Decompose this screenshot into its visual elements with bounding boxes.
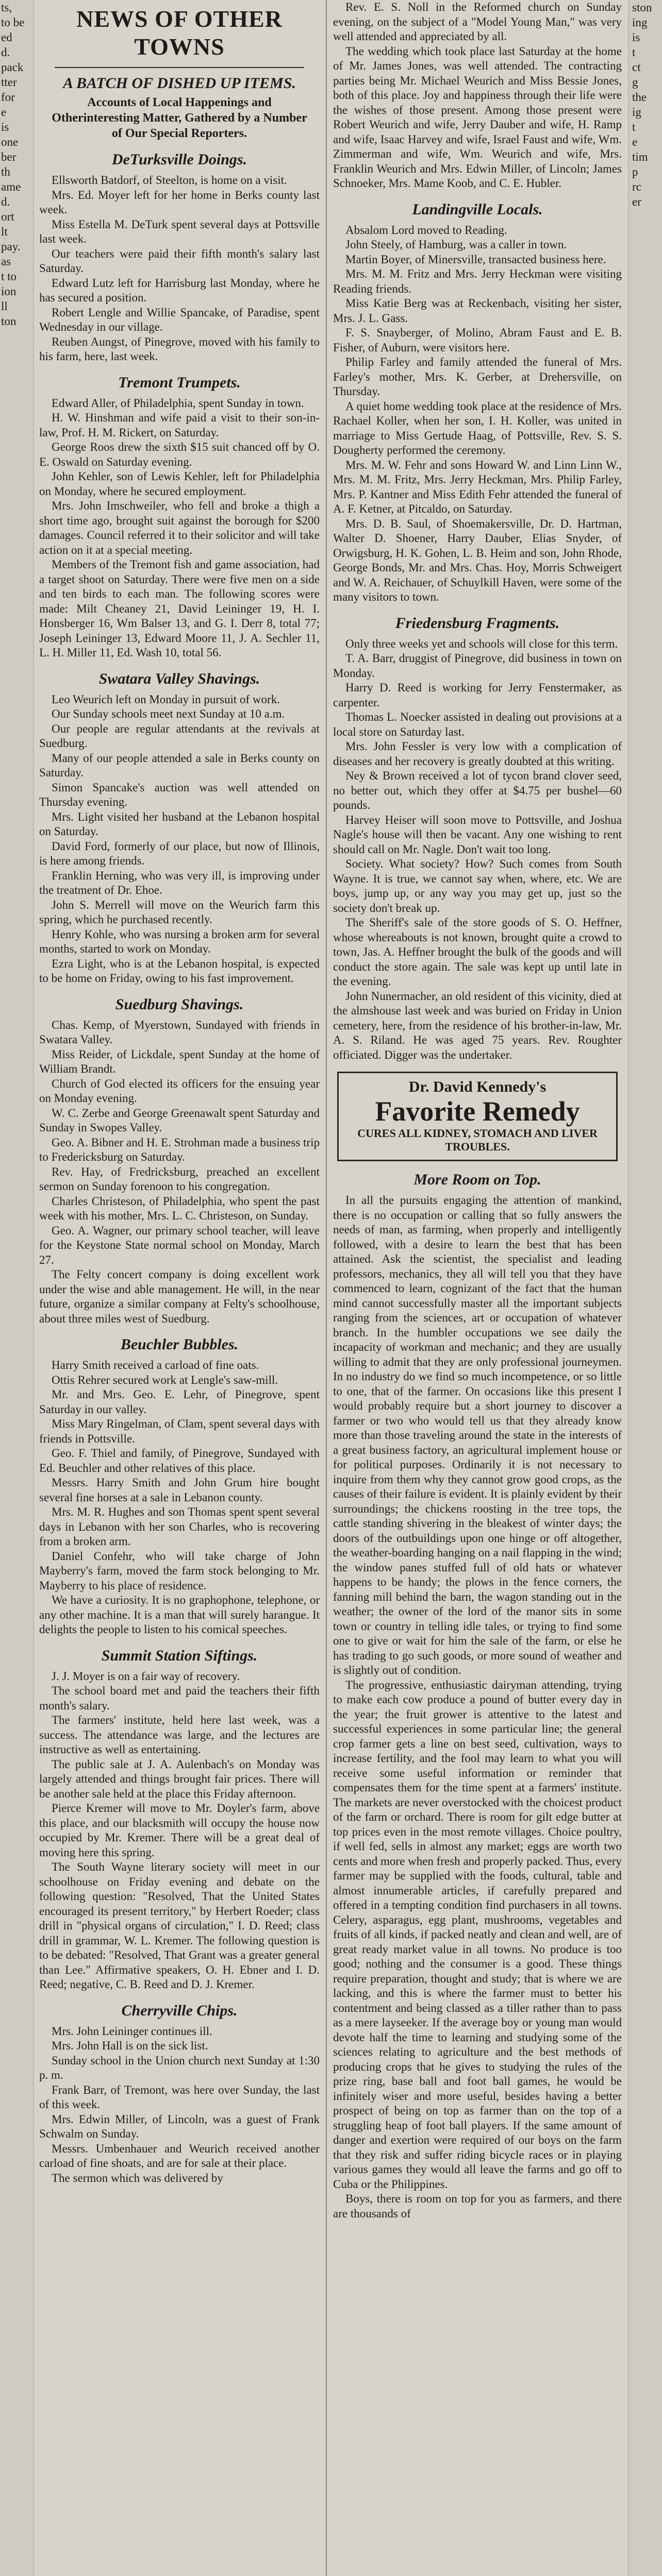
left-fragment: d. — [1, 46, 10, 59]
news-item: Only three weeks yet and schools will close for this term. — [345, 637, 618, 650]
subheadline: A BATCH OF DISHED UP ITEMS. — [63, 75, 296, 92]
news-item: Pierce Kremer will move to Mr. Doyler's farm, above this place, and our blacksmith will occupy the house now occupied by Mr. Kremer. There will be a great deal of moving here this spring. — [39, 1802, 320, 1859]
news-item: Geo. A. Wagner, our primary school teacher, will leave for the Keystone State normal school on Monday, March 27. — [39, 1224, 320, 1266]
news-item: A quiet home wedding took place at the residence of Mrs. Rachael Koller, when her son, I. H. Koller, was united in marriage to Miss Gertude Haag, of Pottsville, Rev. S. S. Dougherty performed the ceremony. — [333, 399, 622, 456]
news-item: Mrs. M. M. Fritz and Mrs. Jerry Heckman were visiting Reading friends. — [333, 267, 622, 295]
news-item: J. J. Moyer is on a fair way of recovery. — [52, 1669, 240, 1683]
news-item: Mrs. John Imschweiler, who fell and broke a thigh a short time ago, brought suit against the borough for $200 damages. Council referred it to their solicitor and will take action on it at a special meeting. — [39, 499, 320, 556]
news-item: Mrs. D. B. Saul, of Shoemakersville, Dr. D. Hartman, Walter D. Shoener, Harry Dauber, Elias Snyder, of Orwigsburg, H. K. Gohen, L. B. Heim and son, John Rhode, George Bonds, Mr. and Mrs. Chas. Hoy, Morris Schweigert and W. A. Reichauer, of Schuylkill Haven, were some of the many visitors to town. — [333, 517, 622, 603]
article-body — [333, 1193, 622, 2221]
news-item: Ezra Light, who is at the Lebanon hospital, is expected to be home on Friday, owing to his fast improvement. — [39, 957, 320, 985]
section-heading: Beuchler Bubbles. — [120, 1336, 239, 1353]
article-title: More Room on Top. — [413, 1171, 541, 1188]
news-item: Ellsworth Batdorf, of Steelton, is home on a visit. — [52, 174, 287, 187]
column-one-sections — [39, 150, 320, 2185]
left-fragment: pack — [1, 61, 24, 74]
news-item: Edward Lutz left for Harrisburg last Monday, where he has secured a position. — [39, 276, 320, 304]
news-item: Henry Kohle, who was nursing a broken arm for several months, started to work on Monday. — [39, 927, 320, 955]
left-fragment: ts, — [1, 1, 12, 14]
right-fragment: the — [632, 91, 647, 104]
news-item: Frank Barr, of Tremont, was here over Sunday, the last of this week. — [39, 2083, 320, 2111]
news-item: Ney & Brown received a lot of tycon brand clover seed, no better out, which they offer at $4.75 per bushel—60 pounds. — [333, 769, 622, 811]
column-two — [333, 0, 622, 2576]
right-fragment: ston — [632, 1, 652, 14]
continued-item: The wedding which took place last Saturday at the home of Mr. James Jones, was well attended. The contracting parties being Mr. Michael Weurich and Miss Bessie Jones, both of this place. Joy and happiness through their life were the wishes of those present. Among those present were Robert Weurich and wife, Jerry Dauber and wife, H. Ramp and wife, Isaac Harvey and wife, Israel Faust and wife, Wm. Zimmerman and wife, Wm. Weurich and wife, Mrs. Franklin Weurich and Mrs. Edwin Miller, of Lincoln; James Schnoeker, Mrs. Mame Koob, and C. E. Hubler. — [333, 44, 622, 190]
news-item: Miss Reider, of Lickdale, spent Sunday at the home of William Brandt. — [39, 1047, 320, 1075]
news-item: The Felty concert company is doing excellent work under the wise and able management. He will, in the near future, organize a similar company at Felty's schoolhouse, about three miles west of Suedburg. — [39, 1268, 320, 1325]
news-item: Our people are regular attendants at the revivals at Suedburg. — [39, 722, 320, 750]
news-item: Rev. Hay, of Fredricksburg, preached an excellent sermon on Sunday forenoon to his congregation. — [39, 1165, 320, 1193]
news-item: F. S. Snayberger, of Molino, Abram Faust and E. B. Fisher, of Auburn, were visitors here. — [333, 326, 622, 354]
left-fragment: tter — [1, 76, 17, 89]
news-item: Miss Estella M. DeTurk spent several days at Pottsville last week. — [39, 217, 320, 245]
left-fragment: d. — [1, 195, 10, 208]
right-fragment: p — [632, 165, 638, 178]
news-item: Martin Boyer, of Minersville, transacted business here. — [345, 252, 606, 266]
news-item: Mrs. M. W. Fehr and sons Howard W. and Linn Linn W., Mrs. M. M. Fritz, Mrs. Jerry Heckman, Mrs. Philip Farley, Mrs. P. Kantner and Miss Edith Fehr attended the funeral of A. F. Ketner, at Pitcaldo, on Saturday. — [333, 458, 622, 515]
news-item: Edward Aller, of Philadelphia, spent Sunday in town. — [52, 396, 304, 410]
news-item: Franklin Herning, who was very ill, is improving under the treatment of Dr. Ehoe. — [39, 869, 320, 896]
left-fragment: ber — [1, 150, 16, 163]
left-fragment: ll — [1, 300, 8, 313]
news-item: Robert Lengle and Willie Spancake, of Paradise, spent Wednesday in our village. — [39, 306, 320, 333]
news-item: Our Sunday schools meet next Sunday at 10 a.m. — [52, 707, 285, 720]
left-fragment: ton — [1, 315, 16, 328]
right-fragment: ig — [632, 106, 641, 118]
article-paragraph: Boys, there is room on top for you as farmers, and there are thousands of — [333, 2192, 622, 2220]
right-fragment: rc — [632, 180, 641, 193]
news-item: H. W. Hinshman and wife paid a visit to their son-in-law, Prof. H. M. Rickert, on Saturday. — [39, 411, 320, 439]
news-item: John S. Merrell will move on the Weurich farm this spring, which he purchased recently. — [39, 898, 320, 926]
news-item: Mrs. John Leininger continues ill. — [52, 2024, 212, 2038]
section-heading: Suedburg Shavings. — [115, 995, 244, 1013]
news-item: Sunday school in the Union church next Sunday at 1:30 p. m. — [39, 2054, 320, 2081]
left-fragment: ort — [1, 210, 14, 223]
section-heading: DeTurksville Doings. — [111, 151, 247, 168]
news-item: Harry Smith received a carload of fine oats. — [52, 1359, 259, 1371]
left-fragment: ed — [1, 31, 12, 44]
section-heading: Summit Station Siftings. — [101, 1647, 258, 1664]
news-item: Many of our people attended a sale in Berks county on Saturday. — [39, 751, 320, 779]
left-fragment: is — [1, 121, 9, 133]
news-item: John Kehler, son of Lewis Kehler, left for Philadelphia on Monday, where he secured employment. — [39, 470, 320, 498]
news-item: David Ford, formerly of our place, but now of Illinois, is here among friends. — [39, 839, 320, 867]
news-item: Miss Mary Ringelman, of Clam, spent several days with friends in Pottsville. — [39, 1417, 320, 1445]
left-fragment: as — [1, 255, 11, 268]
news-item: Society. What society? How? Such comes from South Wayne. It is true, we cannot say when, where, etc. We are boys, jump up, or any way you may get up, just so the society don't break up. — [333, 857, 622, 914]
left-fragment: ion — [1, 285, 16, 298]
news-item: Ottis Rehrer secured work at Lengle's saw-mill. — [52, 1373, 278, 1386]
news-item: Absalom Lord moved to Reading. — [345, 223, 507, 236]
news-item: Mrs. John Hall is on the sick list. — [52, 2039, 208, 2052]
adjacent-column-right — [628, 0, 662, 2576]
right-fragment: t — [632, 121, 636, 133]
left-fragment: th — [1, 165, 10, 178]
right-fragment: is — [632, 31, 640, 44]
left-fragment: t to — [1, 270, 17, 283]
news-item: Messrs. Harry Smith and John Grum hire bought several fine horses at a sale in Lebanon county. — [39, 1476, 320, 1504]
right-fragment: g — [632, 76, 638, 89]
news-item: The sermon which was delivered by — [52, 2171, 223, 2184]
news-item: Leo Weurich left on Monday in pursuit of work. — [52, 692, 280, 706]
news-item: Mrs. M. R. Hughes and son Thomas spent spent several days in Lebanon with her son Charles, who is recovering from a broken arm. — [39, 1505, 320, 1548]
news-item: Reuben Aungst, of Pinegrove, moved with his family to his farm, here, last week. — [39, 335, 320, 363]
left-fragment: to be — [1, 16, 25, 29]
section-heading: Cherryville Chips. — [121, 2002, 238, 2019]
news-item: Geo. F. Thiel and family, of Pinegrove, Sundayed with Ed. Beuchler and other relatives of this place. — [39, 1447, 320, 1475]
news-item: Church of God elected its officers for the ensuing year on Monday evening. — [39, 1077, 320, 1105]
news-item: Charles Christeson, of Philadelphia, who spent the past week with his mother, Mrs. L. C. Christeson, on Sunday. — [39, 1194, 320, 1222]
news-item: Philip Farley and family attended the funeral of Mrs. Farley's mother, Mrs. K. Gerber, at Drehersville, on Thursday. — [333, 355, 622, 398]
section-heading: Friedensburg Fragments. — [395, 614, 560, 632]
right-fragment: ct — [632, 61, 641, 74]
news-item: The South Wayne literary society will meet in our schoolhouse on Friday evening and debate on the following question: "Resolved, That the United States encouraged its present territory," by Herbert Roeder; class drill in "physical organs of circulation," I. D. Reed; class drill in grammar, W. L. Kremer. The following question is to be debated: "Resolved, That Grant was a greater general than Lee." Affirmative speakers, O. H. Ebner and I. D. Reed; negative, C. B. Reed and D. J. Kremer. — [39, 1860, 320, 1991]
news-item: Mrs. Ed. Moyer left for her home in Berks county last week. — [39, 188, 320, 216]
news-item: John Steely, of Hamburg, was a caller in town. — [345, 238, 567, 251]
section-heading: Landingville Locals. — [412, 200, 543, 218]
right-fragment: tim — [632, 150, 648, 163]
left-fragment: for — [1, 91, 15, 104]
left-fragment: e — [1, 106, 7, 118]
news-item: Mrs. John Fessler is very low with a complication of diseases and her recovery is greatly doubted at this writing. — [333, 740, 622, 768]
adjacent-column-left — [0, 0, 34, 2576]
news-item: Geo. A. Bibner and H. E. Strohman made a business trip to Fredericksburg on Saturday. — [39, 1136, 320, 1163]
news-item: Harry D. Reed is working for Jerry Fenstermaker, as carpenter. — [333, 681, 622, 709]
left-fragment: lt — [1, 225, 8, 238]
column-two-sections — [333, 200, 622, 1063]
section-heading: Swatara Valley Shavings. — [98, 670, 260, 687]
news-item: Members of the Tremont fish and game association, had a target shoot on Saturday. There were five men on a side and ten birds to each man. The following scores were made: Milt Cheaney 21, David Leininger 19, H. I. Honsberger 16, Wm Balser 13, and G. I. Derr 8, total 77; Joseph Leininger 13, Edward Moore 11, J. A. Sechler 11, L. H. Miller 11, Ed. Wash 10, total 56. — [39, 558, 320, 659]
news-item: Mrs. Light visited her husband at the Lebanon hospital on Saturday. — [39, 810, 320, 838]
news-item: Simon Spancake's auction was well attended on Thursday evening. — [39, 781, 320, 808]
news-item: Our teachers were paid their fifth month's salary last Saturday. — [39, 247, 320, 275]
continued-item: Rev. E. S. Noll in the Reformed church on Sunday evening, on the subject of a "Model Young Man," was very well attended and appreciated by all. — [333, 1, 622, 43]
right-fragment: ing — [632, 16, 648, 29]
section-heading: Tremont Trumpets. — [118, 374, 241, 391]
left-fragment: ame — [1, 180, 21, 193]
news-item: Daniel Confehr, who will take charge of John Mayberry's farm, moved the farm stock belonging to Mr. Mayberry to his place of residence. — [39, 1549, 320, 1592]
news-item: The Sheriff's sale of the store goods of S. O. Heffner, whose whereabouts is not known, brought quite a crowd to town, Jas. A. Heffner brought the bulk of the goods and will conduct the store again. The sale was kept up until late in the evening. — [333, 916, 622, 988]
banner-rule — [55, 67, 304, 68]
news-item: Miss Katie Berg was at Reckenbach, visiting her sister, Mrs. J. L. Gass. — [333, 297, 622, 325]
news-item: John Nunermacher, an old resident of this vicinity, died at the almshouse last week and was buried on Friday in Union cemetery, here, from the residence of his brother-in-law, Mr. A. S. Riland. He was aged 75 years. Rev. Roughter officiated. Digger was the undertaker. — [333, 989, 622, 1061]
news-item: The farmers' institute, held here last week, was a success. The attendance was large, and the lectures are instructive as well as entertaining. — [39, 1714, 320, 1756]
column-one — [39, 0, 320, 2576]
news-item: Mrs. Edwin Miller, of Lincoln, was a guest of Frank Schwalm on Sunday. — [39, 2112, 320, 2140]
left-fragment: pay. — [1, 240, 21, 253]
news-item: Harvey Heiser will soon move to Pottsville, and Joshua Nagle's house will then be vacant. Any one wishing to rent should call on Mr. Nagle. Don't wait too long. — [333, 813, 622, 856]
article-paragraph: In all the pursuits engaging the attention of mankind, there is no occupation or calling that so fully answers the needs of man, as farming, when properly and intelligently followed, with a desire to learn the best that has been attained. Ask the scientist, the specialist and leading professors, mechanics, they all will tell you that they have commenced to learn, cognizant of the fact that the human mind cannot successfully master all the important subjects ranging from the sciences, art or occupation of whatever branch. In the humbler occupations we see daily the incapacity of workman and mechanic; and they are usually willing to admit that they are only professional journeymen. In no industry do we find so much incompetence, or so little to one, that of the farmer. On occasions like this present I would probably require but a short journey to discover a farmer or two who would tell us that they already know more than those traveling around the state in the interests of a great business factory, an agricultural implement house or for political purposes. Ordinarily it is not necessary to inquire from them why they cannot grow good crops, as the causes of their failure is evident. It is plainly evident by their surroundings; the chickens roosting in the tree tops, the cattle standing shivering in the bleakest of winter days; the doors of the outbuildings upon one hinge or off altogether, the weather-boarding hanging on a nail flapping in the wind; the window panes stuffed full of old hats or whatever happens to be handy; the plows in the fence corners, the fanning mill behind the barn, the wagon standing out in the weather; the owner of the lord of the manor sits in some town or country in telling idle tales, or trying to find some one to give or wait for him the sale of the farm, or else he has trading to go such goods, or more sound of weather and is slightly out of condition. — [333, 1194, 622, 1676]
left-fragment: one — [1, 135, 19, 148]
ad-line-product: Favorite Remedy — [375, 1096, 580, 1127]
right-fragment: e — [632, 135, 638, 148]
ad-line-claim: CURES ALL KIDNEY, STOMACH AND LIVER TROUBLES. — [357, 1127, 598, 1153]
news-item: Thomas L. Noecker assisted in dealing out provisions at a local store on Saturday last. — [333, 710, 622, 738]
news-item: Chas. Kemp, of Myerstown, Sundayed with friends in Swatara Valley. — [39, 1018, 320, 1046]
column-rule — [326, 0, 327, 2576]
ad-line-brand: Dr. David Kennedy's — [408, 1078, 547, 1095]
right-fragment: t — [632, 46, 636, 59]
right-fragment: er — [632, 195, 641, 208]
article-paragraph: The progressive, enthusiastic dairyman attending, trying to make each cow produce a pound of butter every day in the year; the fruit grower is attentive to the latest and successful experiences in some particular line; the general crop farmer gets a line on best seed, cultivation, ways to increase fertility, and the fool may learn to what you will receive some useful information or reminder that compensates them for the time spent at a farmers' institute. The markets are never overstocked with the choicest product of the farm or orchard. There is room for gilt edge butter at top prices even in the most remote villages. Choice poultry, if well fed, sells in almost any market; eggs are worth two cents and more when fresh and properly packed. Thus, every farmer may be supplied with the foods, cultural, table and almost innumerable articles, if carefully prepared and offered in a tempting condition find purchasers in all towns. Celery, asparagus, egg plant, mushrooms, vegetables and fruits of all kinds, if packed neatly and clean and well, are of great ready market value in all towns. No produce is too good; nothing and the consumer is a good. These things require preparation, thought and study; that is where we are lacking, and this is where the farmer must to better his contentment and being classed as a tiller rather than to pass as a mere layseeker. If the average boy or young man would devote half the time to learning and studying some of the sciences relating to agriculture and the best methods of producing crops that he gives to studying the rules of the prize ring, base ball and foot ball games, he would be infinitely wiser and more useful, besides having a better prospect of being on top as farmer than on the top of a struggling heap of foot ball players. If the same amount of danger and exertion were required of our boys on the farm that they risk and suffer riding bicycle races or in playing various games they would all leave the farms and go off to Cuba or the Philippines. — [333, 1678, 622, 2191]
column-two-lead — [333, 0, 622, 191]
news-item: Messrs. Umbenhauer and Weurich received another carload of fine shoats, and are for sale at their place. — [39, 2142, 320, 2170]
page-banner: NEWS OF OTHER TOWNS — [76, 6, 283, 60]
news-item: The public sale at J. A. Aulenbach's on Monday was largely attended and things brought fair prices. There will be another sale held at the place this Friday afternoon. — [39, 1757, 320, 1800]
news-item: The school board met and paid the teachers their fifth month's salary. — [39, 1684, 320, 1712]
remedy-advertisement — [337, 1072, 618, 1161]
news-item: George Roos drew the sixth $15 suit chanced off by O. E. Oswald on Saturday evening. — [39, 440, 320, 468]
news-item: W. C. Zerbe and George Greenawalt spent Saturday and Sunday in Swopes Valley. — [39, 1106, 320, 1134]
news-item: Mr. and Mrs. Geo. E. Lehr, of Pinegrove, spent Saturday in our valley. — [39, 1388, 320, 1416]
news-item: We have a curiosity. It is no graphophone, telephone, or any other machine. It is a man that will surely harangue. It delights the people to listen to his comical speeches. — [39, 1594, 320, 1636]
deck-text: Accounts of Local Happenings and Otherinteresting Matter, Gathered by a Number of Our Special Reporters. — [52, 96, 307, 140]
news-item: T. A. Barr, druggist of Pinegrove, did business in town on Monday. — [333, 652, 622, 680]
